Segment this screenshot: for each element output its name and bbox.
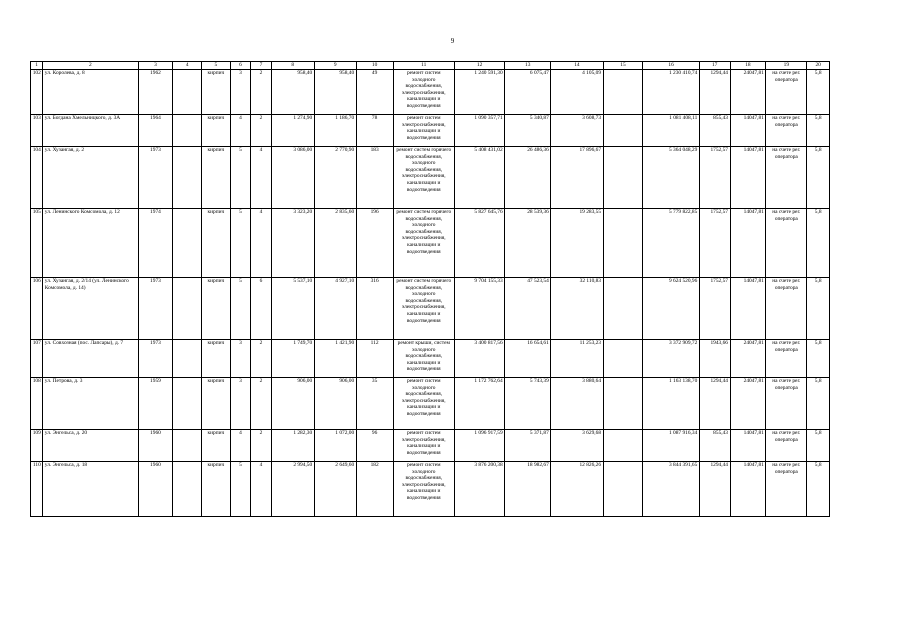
- local-budget-cell: 4 105,09: [551, 70, 603, 115]
- floors-cell: 4: [230, 430, 250, 462]
- completion-date-cell: 5,8: [807, 462, 830, 517]
- entrances-cell: 2: [251, 378, 271, 430]
- total-area-cell: 1 274,90: [271, 115, 314, 147]
- total-area-cell: 3 323,20: [271, 209, 314, 278]
- table-row: [31, 340, 830, 378]
- floors-cell: 3: [230, 378, 250, 430]
- year-reconstructed-cell: [173, 278, 202, 340]
- entrances-cell: 2: [251, 340, 271, 378]
- year-reconstructed-cell: [173, 462, 202, 517]
- year-built-cell: 1960: [138, 462, 173, 517]
- year-reconstructed-cell: [173, 115, 202, 147]
- republic-budget-cell: [603, 340, 643, 378]
- completion-date-cell: 5,8: [807, 70, 830, 115]
- row-number-cell: 102: [31, 70, 43, 115]
- wall-material-cell: кирпич: [202, 462, 231, 517]
- total-area-cell: 958,40: [271, 70, 314, 115]
- total-cost-cell: 9 704 155,33: [455, 278, 505, 340]
- repair-works-cell: ремонт систем холодного водоснабжения, электроснабжения, канализации и водоотведения: [393, 70, 454, 115]
- year-built-cell: 1960: [138, 430, 173, 462]
- entrances-cell: 2: [251, 70, 271, 115]
- wall-material-cell: кирпич: [202, 70, 231, 115]
- row-number-cell: 106: [31, 278, 43, 340]
- unit-cost-cell: 855,43: [699, 115, 730, 147]
- year-reconstructed-cell: [173, 340, 202, 378]
- repair-works-cell: ремонт систем горячего водоснабжения, холодного водоснабжения, электроснабжения, канализации и водоотведения: [393, 278, 454, 340]
- owners-funds-cell: 3 844 391,65: [643, 462, 699, 517]
- address-cell: ул. Богдана Хмельницкого, д. 3А: [43, 115, 138, 147]
- row-number-cell: 105: [31, 209, 43, 278]
- residents-cell: 183: [356, 147, 393, 209]
- entrances-cell: 4: [251, 462, 271, 517]
- wall-material-cell: кирпич: [202, 147, 231, 209]
- local-budget-cell: 3 629,68: [551, 430, 603, 462]
- funding-method-cell: на счете рег. оператора: [766, 462, 807, 517]
- completion-date-cell: 5,8: [807, 278, 830, 340]
- table-row: [31, 70, 830, 115]
- residents-cell: 96: [356, 430, 393, 462]
- floors-cell: 4: [230, 115, 250, 147]
- residential-area-cell: 2 770,90: [314, 147, 356, 209]
- address-cell: ул. Петрова, д. 3: [43, 378, 138, 430]
- total-cost-cell: 1 096 917,59: [455, 430, 505, 462]
- max-unit-cost-cell: 14047,81: [730, 430, 766, 462]
- total-area-cell: 5 537,10: [271, 278, 314, 340]
- unit-cost-cell: 1294,44: [699, 70, 730, 115]
- residents-cell: 49: [356, 70, 393, 115]
- address-cell: ул. Хузангая, д. 2/14 (ул. Ленинского Комсомола, д. 14): [43, 278, 138, 340]
- residents-cell: 316: [356, 278, 393, 340]
- unit-cost-cell: 1752,57: [699, 147, 730, 209]
- owners-funds-cell: 3 372 909,72: [643, 340, 699, 378]
- republic-budget-cell: [603, 278, 643, 340]
- column-number: 3: [138, 62, 173, 70]
- address-cell: ул. Хузангая, д. 2: [43, 147, 138, 209]
- max-unit-cost-cell: 14047,81: [730, 147, 766, 209]
- republic-budget-cell: [603, 430, 643, 462]
- row-number-cell: 109: [31, 430, 43, 462]
- residents-cell: 182: [356, 462, 393, 517]
- column-number: 8: [271, 62, 314, 70]
- unit-cost-cell: 1752,57: [699, 278, 730, 340]
- residential-area-cell: 906,00: [314, 378, 356, 430]
- total-cost-cell: 1 240 591,30: [455, 70, 505, 115]
- column-number: 17: [699, 62, 730, 70]
- repair-works-cell: ремонт систем электроснабжения, канализации и водоотведения: [393, 115, 454, 147]
- repair-program-table: [30, 61, 830, 517]
- table-row: [31, 430, 830, 462]
- repair-works-cell: ремонт крыши, систем холодного водоснабжения, канализации и водоотведения: [393, 340, 454, 378]
- residential-area-cell: 1 186,70: [314, 115, 356, 147]
- fund-share-cell: 5 743,39: [505, 378, 551, 430]
- max-unit-cost-cell: 14047,81: [730, 462, 766, 517]
- year-built-cell: 1973: [138, 278, 173, 340]
- floors-cell: 5: [230, 462, 250, 517]
- year-reconstructed-cell: [173, 70, 202, 115]
- column-number: 11: [393, 62, 454, 70]
- column-number: 18: [730, 62, 766, 70]
- completion-date-cell: 5,8: [807, 209, 830, 278]
- row-number-cell: 107: [31, 340, 43, 378]
- fund-share-cell: 28 539,36: [505, 209, 551, 278]
- total-area-cell: 906,00: [271, 378, 314, 430]
- completion-date-cell: 5,8: [807, 378, 830, 430]
- owners-funds-cell: 5 364 048,29: [643, 147, 699, 209]
- entrances-cell: 2: [251, 430, 271, 462]
- table-row: [31, 462, 830, 517]
- total-cost-cell: 5 827 645,76: [455, 209, 505, 278]
- column-number: 15: [603, 62, 643, 70]
- floors-cell: 3: [230, 70, 250, 115]
- column-number: 10: [356, 62, 393, 70]
- residential-area-cell: 4 927,10: [314, 278, 356, 340]
- owners-funds-cell: 9 624 520,96: [643, 278, 699, 340]
- year-reconstructed-cell: [173, 430, 202, 462]
- max-unit-cost-cell: 24047,81: [730, 70, 766, 115]
- page-number: 9: [450, 37, 455, 45]
- total-cost-cell: 3 876 200,38: [455, 462, 505, 517]
- residential-area-cell: 1 421,90: [314, 340, 356, 378]
- funding-method-cell: на счете рег. оператора: [766, 278, 807, 340]
- unit-cost-cell: 1294,44: [699, 462, 730, 517]
- fund-share-cell: 16 654,61: [505, 340, 551, 378]
- completion-date-cell: 5,8: [807, 115, 830, 147]
- local-budget-cell: 12 826,26: [551, 462, 603, 517]
- year-built-cell: 1974: [138, 209, 173, 278]
- fund-share-cell: 5 340,87: [505, 115, 551, 147]
- address-cell: ул. Ленинского Комсомола, д. 12: [43, 209, 138, 278]
- local-budget-cell: 11 253,23: [551, 340, 603, 378]
- residential-area-cell: 2 649,60: [314, 462, 356, 517]
- year-built-cell: 1962: [138, 70, 173, 115]
- owners-funds-cell: 1 230 410,74: [643, 70, 699, 115]
- fund-share-cell: 26 486,36: [505, 147, 551, 209]
- floors-cell: 5: [230, 209, 250, 278]
- address-cell: ул. Энгельса, д. 20: [43, 430, 138, 462]
- residential-area-cell: 1 072,00: [314, 430, 356, 462]
- unit-cost-cell: 1752,57: [699, 209, 730, 278]
- repair-works-cell: ремонт систем горячего водоснабжения, холодного водоснабжения, электроснабжения, канализации и водоотведения: [393, 147, 454, 209]
- column-number: 1: [31, 62, 43, 70]
- column-number: 6: [230, 62, 250, 70]
- year-reconstructed-cell: [173, 209, 202, 278]
- funding-method-cell: на счете рег. оператора: [766, 378, 807, 430]
- fund-share-cell: 5 371,87: [505, 430, 551, 462]
- table-row: [31, 209, 830, 278]
- entrances-cell: 4: [251, 147, 271, 209]
- max-unit-cost-cell: 24047,81: [730, 378, 766, 430]
- funding-method-cell: на счете рег. оператора: [766, 70, 807, 115]
- wall-material-cell: кирпич: [202, 430, 231, 462]
- wall-material-cell: кирпич: [202, 378, 231, 430]
- column-number: 16: [643, 62, 699, 70]
- funding-method-cell: на счете рег. оператора: [766, 340, 807, 378]
- table-row: [31, 147, 830, 209]
- column-number: 20: [807, 62, 830, 70]
- wall-material-cell: кирпич: [202, 209, 231, 278]
- completion-date-cell: 5,8: [807, 430, 830, 462]
- total-area-cell: 2 994,50: [271, 462, 314, 517]
- column-number: 13: [505, 62, 551, 70]
- republic-budget-cell: [603, 378, 643, 430]
- repair-works-cell: ремонт систем холодного водоснабжения, электроснабжения, канализации и водоотведения: [393, 378, 454, 430]
- address-cell: ул. Энгельса, д. 18: [43, 462, 138, 517]
- table-row: [31, 278, 830, 340]
- year-built-cell: 1973: [138, 340, 173, 378]
- year-reconstructed-cell: [173, 147, 202, 209]
- column-number: 12: [455, 62, 505, 70]
- republic-budget-cell: [603, 462, 643, 517]
- row-number-cell: 104: [31, 147, 43, 209]
- year-reconstructed-cell: [173, 378, 202, 430]
- residents-cell: 112: [356, 340, 393, 378]
- year-built-cell: 1959: [138, 378, 173, 430]
- wall-material-cell: кирпич: [202, 340, 231, 378]
- republic-budget-cell: [603, 115, 643, 147]
- floors-cell: 3: [230, 340, 250, 378]
- owners-funds-cell: 1 163 138,70: [643, 378, 699, 430]
- entrances-cell: 4: [251, 209, 271, 278]
- table-row: [31, 115, 830, 147]
- address-cell: ул. Королева, д. 8: [43, 70, 138, 115]
- column-number: 19: [766, 62, 807, 70]
- owners-funds-cell: 1 087 916,34: [643, 430, 699, 462]
- republic-budget-cell: [603, 147, 643, 209]
- total-cost-cell: 1 172 762,64: [455, 378, 505, 430]
- total-cost-cell: 3 400 817,56: [455, 340, 505, 378]
- total-area-cell: 1 749,70: [271, 340, 314, 378]
- max-unit-cost-cell: 24047,81: [730, 340, 766, 378]
- column-number: 5: [202, 62, 231, 70]
- completion-date-cell: 5,8: [807, 340, 830, 378]
- table-row: [31, 378, 830, 430]
- entrances-cell: 2: [251, 115, 271, 147]
- unit-cost-cell: 1294,44: [699, 378, 730, 430]
- local-budget-cell: 17 896,67: [551, 147, 603, 209]
- total-cost-cell: 5 408 431,02: [455, 147, 505, 209]
- fund-share-cell: 6 075,47: [505, 70, 551, 115]
- local-budget-cell: 32 110,83: [551, 278, 603, 340]
- fund-share-cell: 47 523,54: [505, 278, 551, 340]
- owners-funds-cell: 1 081 408,11: [643, 115, 699, 147]
- floors-cell: 5: [230, 147, 250, 209]
- max-unit-cost-cell: 14047,81: [730, 209, 766, 278]
- residential-area-cell: 2 835,60: [314, 209, 356, 278]
- year-built-cell: 1964: [138, 115, 173, 147]
- total-cost-cell: 1 090 357,71: [455, 115, 505, 147]
- entrances-cell: 6: [251, 278, 271, 340]
- residents-cell: 196: [356, 209, 393, 278]
- max-unit-cost-cell: 14047,81: [730, 278, 766, 340]
- wall-material-cell: кирпич: [202, 278, 231, 340]
- unit-cost-cell: 855,43: [699, 430, 730, 462]
- total-area-cell: 3 086,00: [271, 147, 314, 209]
- local-budget-cell: 3 608,73: [551, 115, 603, 147]
- year-built-cell: 1973: [138, 147, 173, 209]
- residents-cell: 78: [356, 115, 393, 147]
- funding-method-cell: на счете рег. оператора: [766, 209, 807, 278]
- address-cell: ул. Совхозная (пос. Лапсары), д. 7: [43, 340, 138, 378]
- completion-date-cell: 5,8: [807, 147, 830, 209]
- row-number-cell: 108: [31, 378, 43, 430]
- unit-cost-cell: 1943,66: [699, 340, 730, 378]
- funding-method-cell: на счете рег. оператора: [766, 430, 807, 462]
- local-budget-cell: 3 880,64: [551, 378, 603, 430]
- wall-material-cell: кирпич: [202, 115, 231, 147]
- fund-share-cell: 18 982,67: [505, 462, 551, 517]
- residents-cell: 35: [356, 378, 393, 430]
- column-number: 7: [251, 62, 271, 70]
- republic-budget-cell: [603, 209, 643, 278]
- max-unit-cost-cell: 14047,81: [730, 115, 766, 147]
- column-number: 2: [43, 62, 138, 70]
- row-number-cell: 110: [31, 462, 43, 517]
- funding-method-cell: на счете рег. оператора: [766, 147, 807, 209]
- residential-area-cell: 958,40: [314, 70, 356, 115]
- column-number: 9: [314, 62, 356, 70]
- owners-funds-cell: 5 779 822,85: [643, 209, 699, 278]
- funding-method-cell: на счете рег. оператора: [766, 115, 807, 147]
- column-number: 14: [551, 62, 603, 70]
- local-budget-cell: 19 283,55: [551, 209, 603, 278]
- total-area-cell: 1 282,30: [271, 430, 314, 462]
- repair-works-cell: ремонт систем электроснабжения, канализации и водоотведения: [393, 430, 454, 462]
- row-number-cell: 103: [31, 115, 43, 147]
- column-number-header: [31, 62, 830, 70]
- floors-cell: 5: [230, 278, 250, 340]
- repair-works-cell: ремонт систем горячего водоснабжения, холодного водоснабжения, электроснабжения, канализации и водоотведения: [393, 209, 454, 278]
- repair-works-cell: ремонт систем холодного водоснабжения, электроснабжения, канализации и водоотведения: [393, 462, 454, 517]
- republic-budget-cell: [603, 70, 643, 115]
- column-number: 4: [173, 62, 202, 70]
